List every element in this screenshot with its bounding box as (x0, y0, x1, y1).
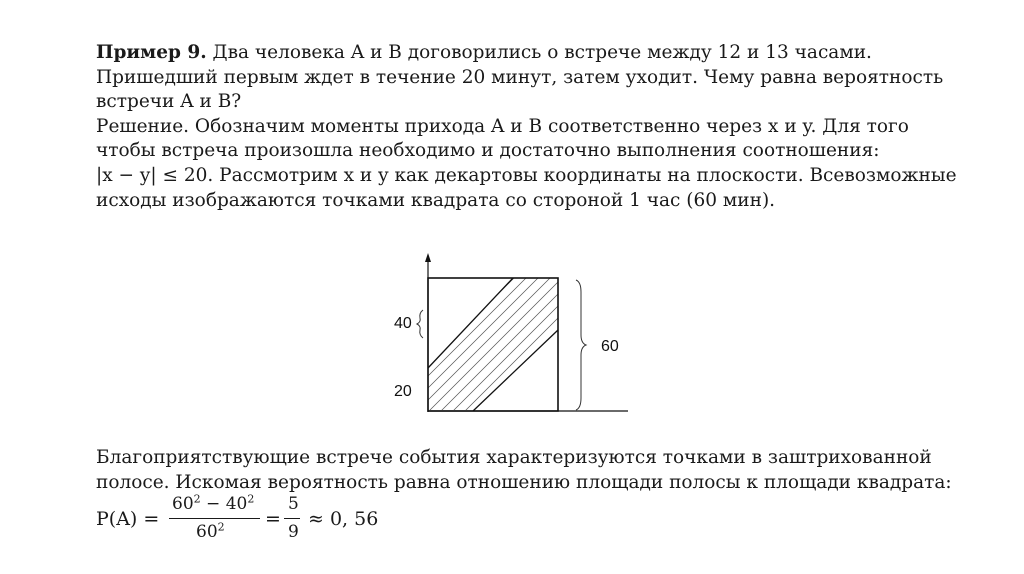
conclusion-line-2: полосе. Искомая вероятность равна отношению площади полосы к площади квадрата: (96, 471, 952, 493)
solution-line-4: исходы изображаются точками квадрата со стороной 1 час (60 мин). (96, 189, 776, 211)
label-60: 60 (601, 338, 619, 355)
band-upper-line (428, 278, 513, 368)
fraction-bar-1 (169, 518, 260, 519)
problem-text (96, 41, 957, 213)
fraction-9: 9 (288, 522, 299, 542)
fraction-bar-2 (284, 518, 300, 519)
hatched-band (380, 260, 640, 412)
example-title: Пример 9. (96, 42, 207, 63)
problem-line-2: Пришедший первым ждет в течение 20 минут, затем уходит. Чему равна вероятность (96, 66, 944, 88)
y-axis-arrow (425, 253, 431, 262)
solution-line-2: чтобы встреча произошла необходимо и достаточно выполнения соотношения: (96, 140, 880, 162)
solution-line-1: Решение. Обозначим моменты прихода A и B соответственно через x и y. Для того (96, 115, 909, 137)
solution-line-3: |x − y| ≤ 20. Рассмотрим x и y как декартовы координаты на плоскости. Всевозможные (96, 164, 957, 186)
problem-line-1: Пример 9. Два человека A и B договорились о встрече между 12 и 13 часами. (96, 42, 872, 63)
formula-result: ≈ 0, 56 (308, 508, 379, 530)
formula-denominator: $60^2$ (196, 520, 225, 542)
problem-line-3: встречи A и B? (96, 91, 242, 113)
formula-numerator: $60^2 - 40^2$ (172, 492, 255, 514)
conclusion-text (96, 446, 952, 495)
label-20: 20 (394, 383, 412, 400)
formula-lhs: P(A) = (96, 508, 160, 530)
fraction-5: 5 (288, 494, 299, 514)
formula-equals: = (265, 508, 281, 530)
brace-60 (576, 280, 586, 410)
label-40: 40 (394, 315, 412, 332)
conclusion-line-1: Благоприятствующие встрече события характеризуются точками в заштрихованной (96, 447, 932, 468)
brace-40 (417, 310, 423, 338)
square-diagram (380, 252, 640, 412)
